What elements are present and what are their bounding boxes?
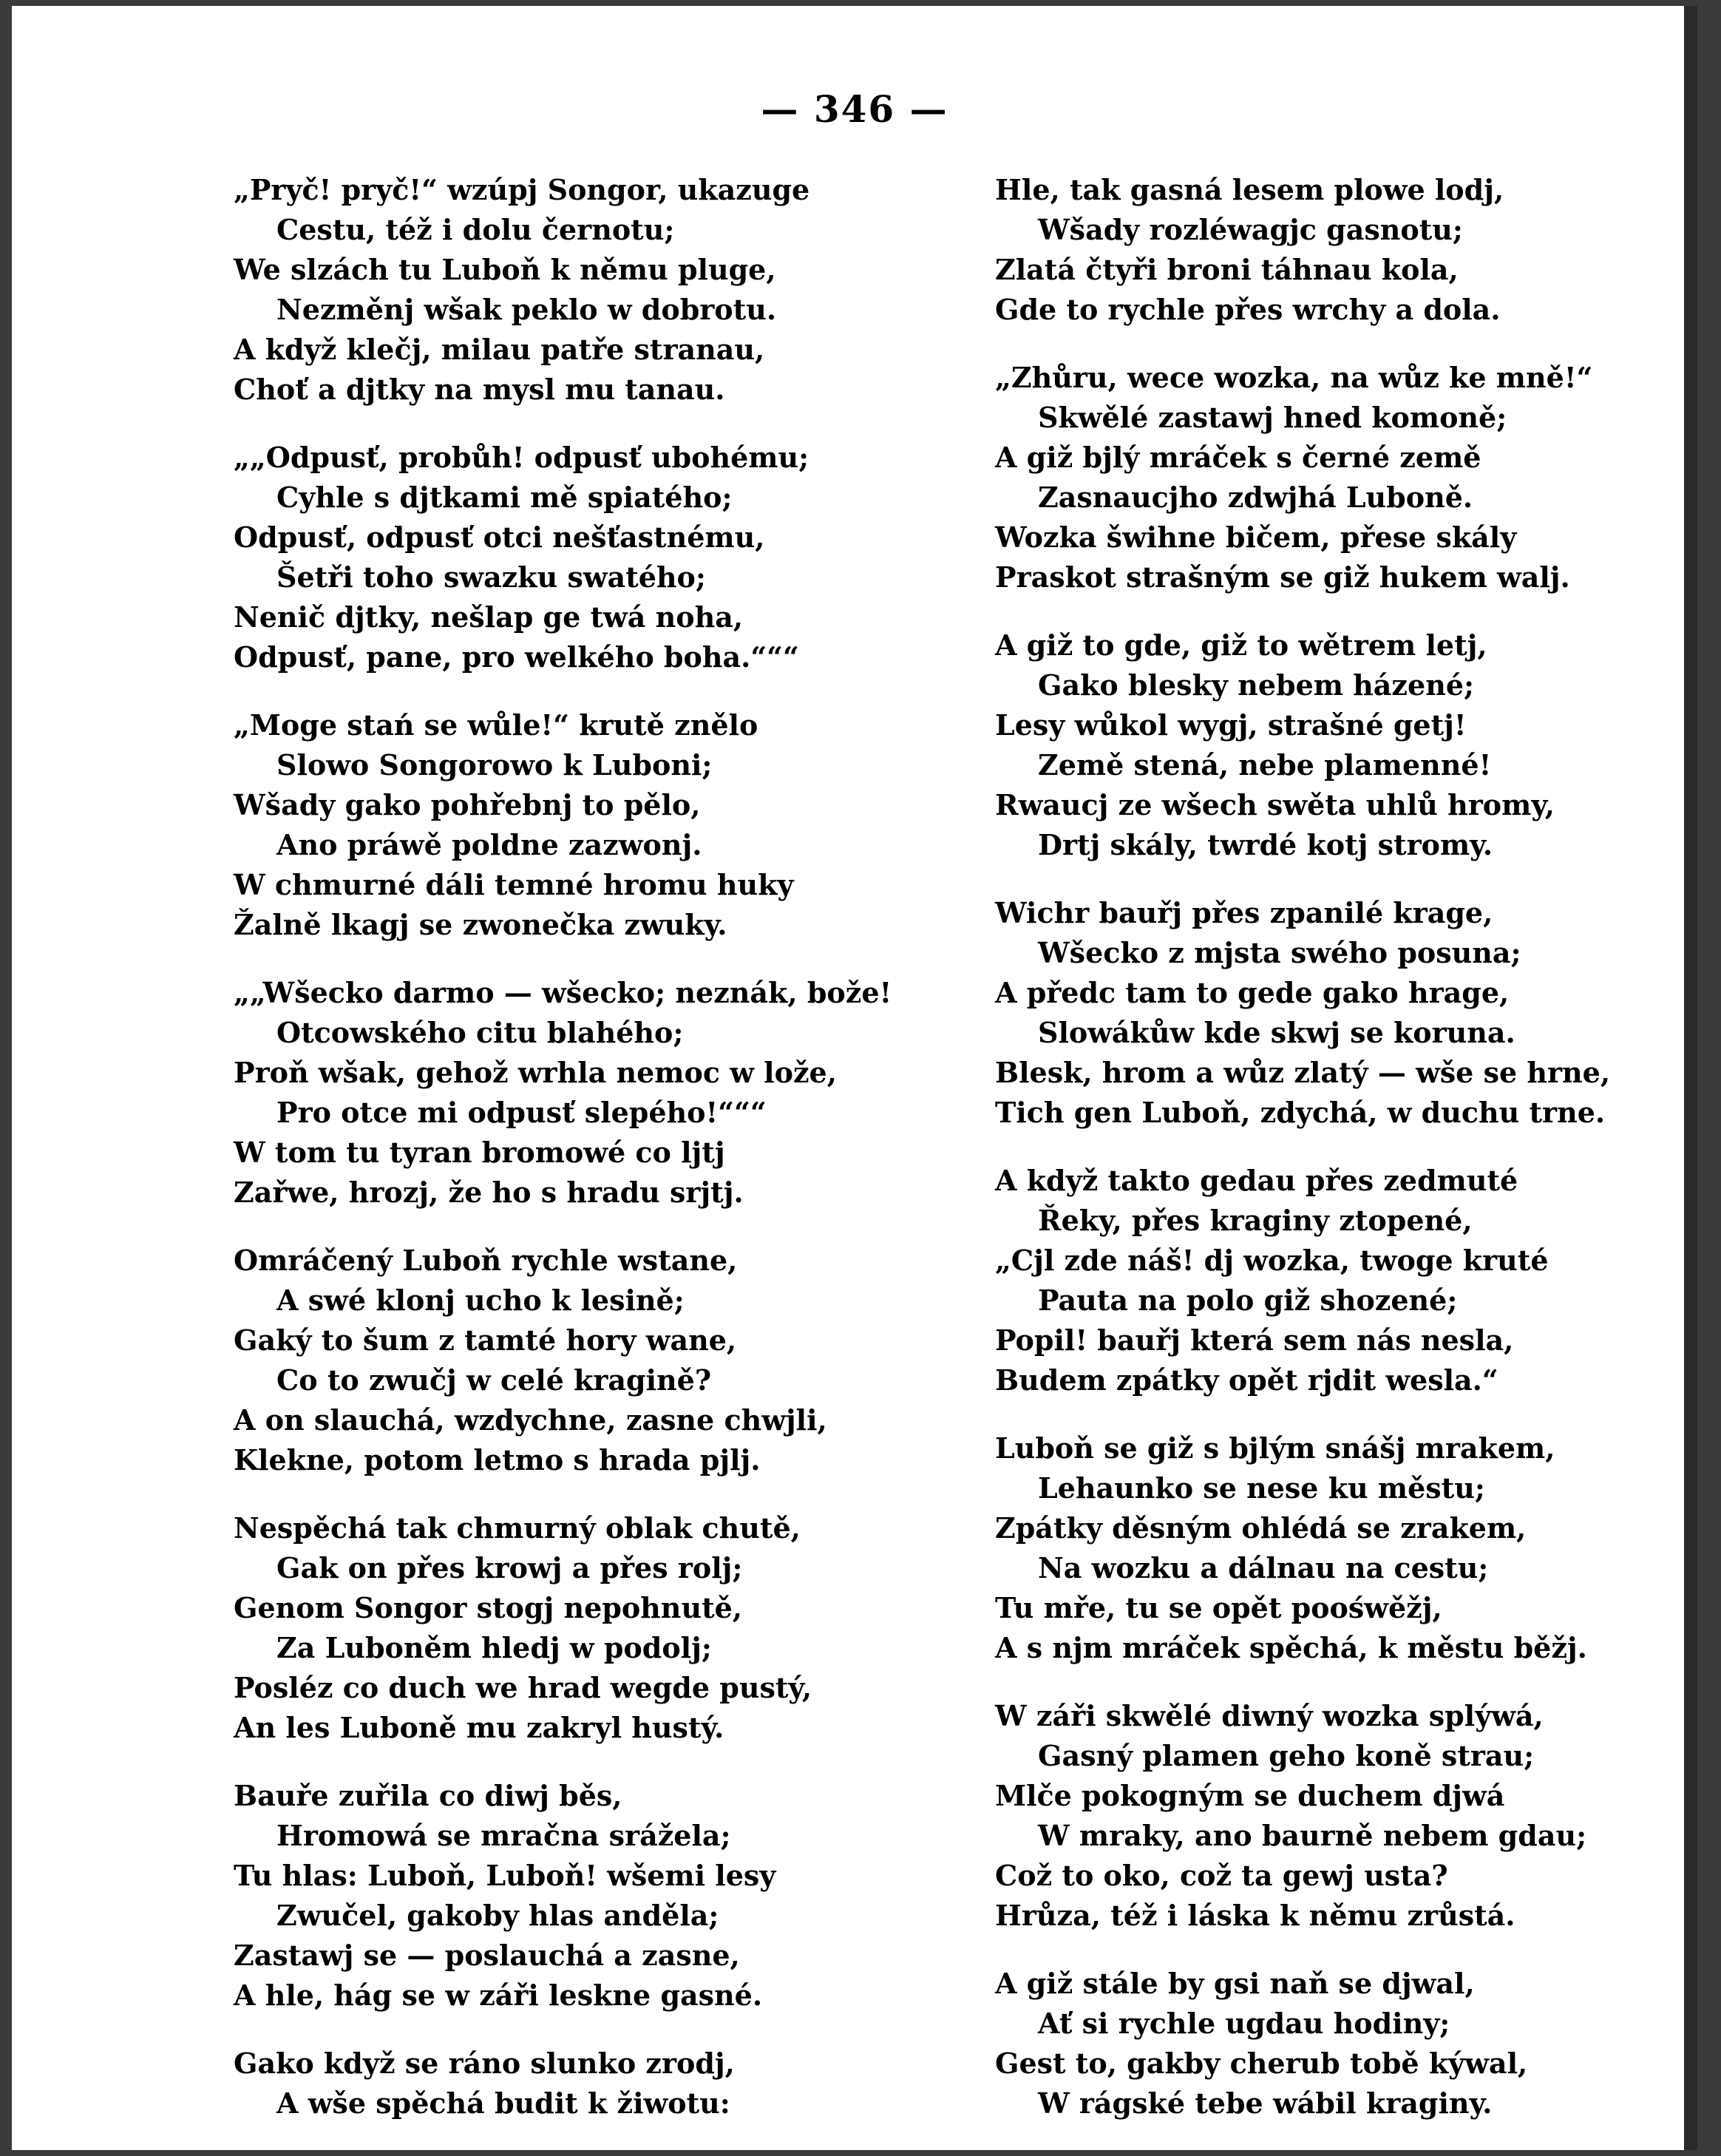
verse-line: A když takto gedau přes zedmuté bbox=[995, 1164, 1518, 1197]
verse-line: Na wozku a dálnau na cestu; bbox=[1038, 1551, 1489, 1584]
verse-line: A wše spěchá budit k žiwotu: bbox=[276, 2086, 730, 2120]
verse-line: Hromowá se mračna srážela; bbox=[276, 1819, 731, 1852]
verse-line: Gako blesky nebem házené; bbox=[1038, 668, 1475, 702]
verse-line: Země stená, nebe plamenné! bbox=[1038, 748, 1492, 782]
verse-line: Pro otce mi odpusť slepého!“““ bbox=[276, 1096, 767, 1129]
verse-line: Žalně lkagj se zwonečka zwuky. bbox=[234, 908, 727, 941]
verse-line: „Pryč! pryč!“ wzúpj Songor, ukazuge bbox=[234, 173, 810, 206]
verse-line: Klekne, potom letmo s hrada pjlj. bbox=[234, 1443, 761, 1477]
verse-line: A předc tam to gede gako hrage, bbox=[995, 976, 1510, 1009]
verse-line: Wozka šwihne bičem, přese skály bbox=[995, 521, 1517, 554]
verse-line: Ano práwě poldne zazwonj. bbox=[276, 828, 702, 861]
verse-line: A giž stále by gsi naň se djwal, bbox=[995, 1967, 1475, 2000]
verse-line: Praskot strašným se giž hukem walj. bbox=[995, 560, 1570, 594]
verse-line: Skwělé zastawj hned komoně; bbox=[1038, 401, 1507, 434]
stanza bbox=[234, 1776, 995, 2016]
verse-line: Tu mře, tu se opět poośwěžj, bbox=[995, 1591, 1442, 1624]
verse-line: Pauta na polo giž shozené; bbox=[1038, 1284, 1458, 1317]
left-column bbox=[234, 170, 995, 2152]
verse-line: Gde to rychle přes wrchy a dola. bbox=[995, 293, 1501, 326]
verse-line: Wšady rozléwagjc gasnotu; bbox=[1038, 213, 1463, 246]
verse-line: Lesy wůkol wygj, strašné getj! bbox=[995, 708, 1467, 742]
verse-line: Posléz co duch we hrad wegde pustý, bbox=[234, 1671, 812, 1704]
verse-line: We slzách tu Luboň k němu pluge, bbox=[234, 253, 776, 286]
verse-line: W tom tu tyran bromowé co ljtj bbox=[234, 1136, 725, 1169]
verse-line: Odpusť, odpusť otci nešťastnému, bbox=[234, 521, 765, 554]
verse-line: Popil! bauřj která sem nás nesla, bbox=[995, 1323, 1514, 1357]
verse-line: Proň wšak, gehož wrhla nemoc w lože, bbox=[234, 1056, 837, 1089]
verse-line: „„Wšecko darmo — wšecko; neznák, bože! bbox=[234, 976, 892, 1009]
verse-line: „Moge stań se wůle!“ krutě znělo bbox=[234, 708, 758, 742]
stanza bbox=[234, 705, 995, 945]
stanza bbox=[234, 1508, 995, 1748]
verse-line: „„Odpusť, probůh! odpusť ubohému; bbox=[234, 441, 809, 474]
verse-line: Rwaucj ze wšech swěta uhlů hromy, bbox=[995, 788, 1555, 821]
verse-line: Řeky, přes kraginy ztopené, bbox=[1038, 1204, 1473, 1237]
verse-line: A když klečj, milau patře stranau, bbox=[234, 333, 765, 366]
stanza bbox=[995, 1428, 1721, 1668]
verse-line: Nenič djtky, nešlap ge twá noha, bbox=[234, 600, 744, 634]
verse-line: Gako když se ráno slunko zrodj, bbox=[234, 2047, 735, 2080]
verse-line: A hle, hág se w záři leskne gasné. bbox=[234, 1979, 763, 2012]
verse-line: W mraky, ano baurně nebem gdau; bbox=[1038, 1819, 1587, 1852]
stanza bbox=[234, 2044, 995, 2123]
verse-line: Slowákůw kde skwj se koruna. bbox=[1038, 1016, 1515, 1049]
verse-line: Choť a djtky na mysl mu tanau. bbox=[234, 373, 725, 406]
verse-line: Zasnaucjho zdwjhá Luboně. bbox=[1038, 481, 1473, 514]
verse-line: Blesk, hrom a wůz zlatý — wše se hrne, bbox=[995, 1056, 1611, 1089]
verse-line: Zpátky děsným ohlédá se zrakem, bbox=[995, 1511, 1527, 1545]
verse-line: Slowo Songorowo k Luboni; bbox=[276, 748, 713, 782]
verse-line: Drtj skály, twrdé kotj stromy. bbox=[1038, 828, 1493, 861]
verse-line: Nezměnj wšak peklo w dobrotu. bbox=[276, 293, 777, 326]
verse-line: Bauře zuřila co diwj běs, bbox=[234, 1779, 622, 1812]
verse-line: Mlče pokogným se duchem djwá bbox=[995, 1779, 1505, 1812]
verse-line: Zlatá čtyři broni táhnau kola, bbox=[995, 253, 1459, 286]
stanza bbox=[234, 973, 995, 1213]
verse-line: A giž bjlý mráček s černé země bbox=[995, 441, 1481, 474]
verse-line: Což to oko, což ta gewj usta? bbox=[995, 1859, 1448, 1892]
verse-line: Luboň se giž s bjlým snášj mrakem, bbox=[995, 1431, 1555, 1465]
verse-line: A on slauchá, wzdychne, zasne chwjli, bbox=[234, 1403, 827, 1437]
verse-line: Hle, tak gasná lesem plowe lodj, bbox=[995, 173, 1504, 206]
verse-line: „Cjl zde náš! dj wozka, twoge kruté bbox=[995, 1244, 1549, 1277]
right-column bbox=[995, 170, 1721, 2152]
verse-line: Otcowského citu blahého; bbox=[276, 1016, 684, 1049]
stanza bbox=[995, 358, 1721, 597]
book-page bbox=[12, 6, 1697, 2150]
stanza bbox=[995, 1964, 1721, 2123]
verse-line: Zařwe, hrozj, že ho s hradu srjtj. bbox=[234, 1176, 744, 1209]
verse-line: Co to zwučj w celé kragině? bbox=[276, 1363, 712, 1397]
verse-line: Omráčený Luboň rychle wstane, bbox=[234, 1244, 738, 1277]
verse-line: Gest to, gakby cherub tobě kýwal, bbox=[995, 2047, 1528, 2080]
verse-line: Hrůza, též i láska k němu zrůstá. bbox=[995, 1899, 1515, 1932]
verse-line: Wšecko z mjsta swého posuna; bbox=[1038, 936, 1521, 969]
stanza bbox=[995, 1696, 1721, 1936]
verse-line: Zastawj se — poslauchá a zasne, bbox=[234, 1939, 740, 1972]
verse-line: Wichr bauřj přes zpanilé krage, bbox=[995, 896, 1493, 929]
verse-line: A swé klonj ucho k lesině; bbox=[276, 1284, 685, 1317]
verse-line: W záři skwělé diwný wozka splýwá, bbox=[995, 1699, 1544, 1732]
verse-line: W chmurné dáli temné hromu huky bbox=[234, 868, 794, 901]
stanza bbox=[995, 626, 1721, 865]
verse-line: Za Luboněm hledj w podolj; bbox=[276, 1631, 712, 1664]
verse-line: W rágské tebe wábil kraginy. bbox=[1038, 2086, 1493, 2120]
verse-line: Ať si rychle ugdau hodiny; bbox=[1038, 2007, 1450, 2040]
verse-line: Zwučel, gakoby hlas anděla; bbox=[276, 1899, 719, 1932]
verse-line: Cestu, též i dolu černotu; bbox=[276, 213, 675, 246]
stanza bbox=[234, 438, 995, 677]
verse-line: Šetři toho swazku swatého; bbox=[276, 560, 706, 594]
verse-line: Gak on přes krowj a přes rolj; bbox=[276, 1551, 743, 1584]
verse-line: A giž to gde, giž to wětrem letj, bbox=[995, 628, 1487, 662]
verse-line: Lehaunko se nese ku městu; bbox=[1038, 1471, 1485, 1505]
stanza bbox=[995, 893, 1721, 1133]
verse-line: Tu hlas: Luboň, Luboň! wšemi lesy bbox=[234, 1859, 776, 1892]
verse-line: Gaký to šum z tamté hory wane, bbox=[234, 1323, 737, 1357]
stanza bbox=[234, 1241, 995, 1480]
stanza bbox=[995, 170, 1721, 330]
verse-line: Nespěchá tak chmurný oblak chutě, bbox=[234, 1511, 801, 1545]
stanza bbox=[234, 170, 995, 410]
verse-line: An les Luboně mu zakryl hustý. bbox=[234, 1711, 724, 1744]
verse-line: Genom Songor stogj nepohnutě, bbox=[234, 1591, 743, 1624]
verse-line: Tich gen Luboň, zdychá, w duchu trne. bbox=[995, 1096, 1606, 1129]
verse-line: Cyhle s djtkami mě spiatého; bbox=[276, 481, 733, 514]
verse-line: A s njm mráček spěchá, k městu běžj. bbox=[995, 1631, 1587, 1664]
verse-line: Gasný plamen geho koně strau; bbox=[1038, 1739, 1535, 1772]
stanza bbox=[995, 1161, 1721, 1400]
verse-line: „Zhůru, wece wozka, na wůz ke mně!“ bbox=[995, 361, 1593, 394]
page-number: — 346 — bbox=[761, 87, 948, 131]
verse-line: Wšady gako pohřebnj to pělo, bbox=[234, 788, 701, 821]
verse-line: Odpusť, pane, pro welkého boha.“““ bbox=[234, 640, 799, 674]
verse-line: Budem zpátky opět rjdit wesla.“ bbox=[995, 1363, 1498, 1397]
